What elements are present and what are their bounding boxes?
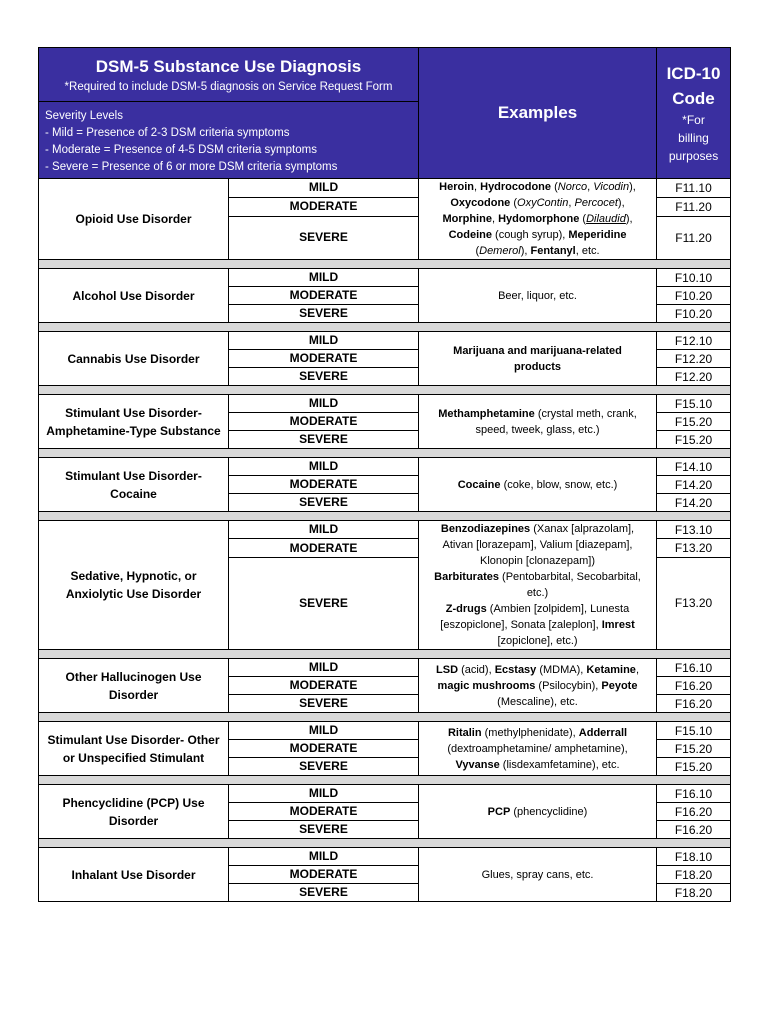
example-text: PCP xyxy=(487,805,511,818)
icd10-code: F13.20 xyxy=(657,539,731,557)
example-text: Codeine xyxy=(448,229,492,241)
example-text: (dextroamphetamine/ amphetamine), xyxy=(447,742,628,755)
example-text: ( xyxy=(551,181,558,193)
example-text: Heroin xyxy=(439,181,474,193)
disorder-name: Cannabis Use Disorder xyxy=(39,332,229,386)
example-text: Vyvanse xyxy=(455,758,500,771)
severity-level: SEVERE xyxy=(229,368,419,386)
code-header-line-2: Code xyxy=(672,89,715,108)
section-separator xyxy=(39,776,731,785)
example-text: ), xyxy=(520,245,531,257)
code-note-line-2: billing xyxy=(678,131,709,145)
example-text: Benzodiazepines xyxy=(440,523,531,535)
icd10-code: F11.10 xyxy=(657,179,731,198)
example-text: ), xyxy=(629,181,636,193)
example-text: , xyxy=(491,213,499,225)
icd10-code: F13.10 xyxy=(657,521,731,539)
disorder-row xyxy=(39,785,731,803)
example-text: , xyxy=(635,663,639,676)
examples-cell xyxy=(419,722,657,776)
disorder-row xyxy=(39,458,731,476)
severity-level: SEVERE xyxy=(229,758,419,776)
dsm5-diagnosis-document xyxy=(38,47,730,902)
icd10-code: F16.10 xyxy=(657,785,731,803)
example-text: Percocet xyxy=(574,197,618,209)
severity-level: MODERATE xyxy=(229,476,419,494)
severity-severe: - Severe = Presence of 6 or more DSM criteria symptoms xyxy=(45,161,338,173)
example-text: magic mushrooms xyxy=(437,679,536,692)
disorder-row xyxy=(39,848,731,866)
example-text: , xyxy=(568,197,575,209)
icd10-code: F15.10 xyxy=(657,395,731,413)
disorder-row xyxy=(39,659,731,677)
example-text: Norco xyxy=(557,181,588,193)
icd10-code: F15.10 xyxy=(657,722,731,740)
code-note-line-1: *For xyxy=(682,113,705,127)
example-text: (coke, blow, snow, etc.) xyxy=(500,478,618,491)
disorder-row xyxy=(39,395,731,413)
icd10-code: F16.20 xyxy=(657,677,731,695)
examples-cell xyxy=(419,395,657,449)
severity-level: MODERATE xyxy=(229,197,419,216)
document-title: DSM-5 Substance Use Diagnosis xyxy=(95,57,362,76)
example-text: speed, tweek, glass, etc.) xyxy=(475,423,600,436)
example-text: (Ambien [zolpidem], Lunesta xyxy=(486,603,630,615)
disorder-name: Stimulant Use Disorder- Amphetamine-Type Substance xyxy=(39,395,229,449)
examples-cell xyxy=(419,179,657,260)
example-text: (lisdexamfetamine), etc. xyxy=(499,758,620,771)
disorder-row xyxy=(39,269,731,287)
severity-level: SEVERE xyxy=(229,305,419,323)
icd10-code: F15.20 xyxy=(657,740,731,758)
disorder-name: Inhalant Use Disorder xyxy=(39,848,229,902)
icd10-code: F10.10 xyxy=(657,269,731,287)
severity-level: MILD xyxy=(229,848,419,866)
example-text: OxyContin xyxy=(517,197,569,209)
severity-level: MILD xyxy=(229,521,419,539)
severity-level: MILD xyxy=(229,659,419,677)
example-text: ), xyxy=(625,213,633,225)
example-text: Oxycodone xyxy=(450,197,511,209)
example-text: ( xyxy=(475,245,480,257)
example-text: products xyxy=(513,360,562,373)
icd10-code: F16.20 xyxy=(657,821,731,839)
icd10-code: F13.20 xyxy=(657,557,731,649)
example-text: (Psilocybin), xyxy=(535,679,602,692)
example-text: Klonopin [clonazepam]) xyxy=(480,555,595,567)
separator-cell xyxy=(39,650,731,659)
disorder-row xyxy=(39,521,731,539)
examples-cell xyxy=(419,521,657,650)
example-text: (acid), xyxy=(458,663,495,676)
severity-levels-cell xyxy=(39,102,419,179)
severity-level: SEVERE xyxy=(229,884,419,902)
section-separator xyxy=(39,839,731,848)
icd10-code: F12.10 xyxy=(657,332,731,350)
icd10-code: F18.20 xyxy=(657,884,731,902)
icd10-code: F18.10 xyxy=(657,848,731,866)
separator-cell xyxy=(39,386,731,395)
example-text: etc.) xyxy=(526,587,549,599)
separator-cell xyxy=(39,839,731,848)
disorder-name: Alcohol Use Disorder xyxy=(39,269,229,323)
icd10-code: F10.20 xyxy=(657,305,731,323)
example-text: Fentanyl xyxy=(530,245,576,257)
icd10-code: F10.20 xyxy=(657,287,731,305)
icd10-code: F16.20 xyxy=(657,803,731,821)
examples-cell xyxy=(419,659,657,713)
example-text: Peyote xyxy=(601,679,638,692)
example-text: Dilaudid xyxy=(586,213,626,225)
severity-level: SEVERE xyxy=(229,216,419,259)
header-title-cell xyxy=(39,48,419,102)
example-text: Glues, spray cans, etc. xyxy=(481,868,594,881)
example-text: , xyxy=(474,181,481,193)
disorder-name: Sedative, Hypnotic, or Anxiolytic Use Disorder xyxy=(39,521,229,650)
severity-level: MODERATE xyxy=(229,413,419,431)
severity-level: MILD xyxy=(229,332,419,350)
icd10-code: F12.20 xyxy=(657,368,731,386)
examples-cell xyxy=(419,332,657,386)
icd10-code: F12.20 xyxy=(657,350,731,368)
code-header-line-1: ICD-10 xyxy=(666,64,721,83)
icd10-code: F15.20 xyxy=(657,413,731,431)
icd10-code: F14.20 xyxy=(657,494,731,512)
example-text: Methamphetamine xyxy=(438,407,535,420)
severity-level: MODERATE xyxy=(229,287,419,305)
example-text: (MDMA), xyxy=(536,663,587,676)
example-text: Vicodin xyxy=(593,181,630,193)
icd10-code: F18.20 xyxy=(657,866,731,884)
example-text: Barbiturates xyxy=(434,571,499,583)
icd10-code: F11.20 xyxy=(657,197,731,216)
severity-level: SEVERE xyxy=(229,557,419,649)
section-separator xyxy=(39,260,731,269)
example-text: ( xyxy=(579,213,587,225)
severity-level: SEVERE xyxy=(229,494,419,512)
examples-header: Examples xyxy=(419,48,657,179)
severity-level: SEVERE xyxy=(229,431,419,449)
icd10-code: F15.20 xyxy=(657,758,731,776)
example-text: (Pentobarbital, Secobarbital, xyxy=(498,571,641,583)
example-text: Hydrocodone xyxy=(480,181,552,193)
disorder-row xyxy=(39,722,731,740)
example-text: Marijuana and marijuana-related xyxy=(453,344,622,357)
example-text: Ritalin xyxy=(447,726,482,739)
example-text: Cocaine xyxy=(457,478,501,491)
separator-cell xyxy=(39,323,731,332)
example-text: Hydomorphone xyxy=(498,213,580,225)
severity-level: MODERATE xyxy=(229,677,419,695)
example-text: Meperidine xyxy=(568,229,627,241)
section-separator xyxy=(39,713,731,722)
header-row-top xyxy=(39,48,731,102)
example-text: Beer, liquor, etc. xyxy=(498,289,577,302)
separator-cell xyxy=(39,512,731,521)
example-text: [zopiclone], etc.) xyxy=(497,635,578,647)
disorder-name: Other Hallucinogen Use Disorder xyxy=(39,659,229,713)
example-text: Morphine xyxy=(442,213,492,225)
severity-level: MODERATE xyxy=(229,350,419,368)
diagnosis-table xyxy=(38,47,731,902)
examples-cell xyxy=(419,269,657,323)
disorder-row xyxy=(39,332,731,350)
example-text: , xyxy=(587,181,594,193)
example-text: (Mescaline), etc. xyxy=(497,695,578,708)
example-text: Ecstasy xyxy=(494,663,537,676)
icd10-code: F16.10 xyxy=(657,659,731,677)
severity-level: MODERATE xyxy=(229,539,419,557)
example-text: Demerol xyxy=(479,245,521,257)
severity-heading: Severity Levels xyxy=(45,110,123,122)
icd10-code: F14.20 xyxy=(657,476,731,494)
section-separator xyxy=(39,650,731,659)
icd10-code: F11.20 xyxy=(657,216,731,259)
severity-level: MODERATE xyxy=(229,866,419,884)
code-note-line-3: purposes xyxy=(668,149,719,163)
example-text: LSD xyxy=(436,663,459,676)
examples-cell xyxy=(419,458,657,512)
disorder-row xyxy=(39,179,731,198)
example-text: (cough syrup), xyxy=(491,229,569,241)
severity-level: MILD xyxy=(229,269,419,287)
separator-cell xyxy=(39,449,731,458)
severity-level: MILD xyxy=(229,179,419,198)
icd10-code: F14.10 xyxy=(657,458,731,476)
icd10-code-header xyxy=(657,48,731,179)
severity-moderate: - Moderate = Presence of 4-5 DSM criteria symptoms xyxy=(45,144,317,156)
section-separator xyxy=(39,449,731,458)
example-text: [eszopiclone], Sonata [zaleplon], xyxy=(440,619,602,631)
severity-level: MODERATE xyxy=(229,740,419,758)
examples-cell xyxy=(419,785,657,839)
icd10-code: F16.20 xyxy=(657,695,731,713)
document-subtitle: *Required to include DSM-5 diagnosis on Service Request Form xyxy=(64,81,393,93)
disorder-name: Stimulant Use Disorder- Cocaine xyxy=(39,458,229,512)
example-text: Ativan [lorazepam], Valium [diazepam], xyxy=(442,539,633,551)
example-text: Ketamine xyxy=(586,663,636,676)
example-text: Imrest xyxy=(601,619,635,631)
section-separator xyxy=(39,386,731,395)
separator-cell xyxy=(39,776,731,785)
example-text: Z-drugs xyxy=(445,603,487,615)
severity-level: MILD xyxy=(229,395,419,413)
example-text: (crystal meth, crank, xyxy=(534,407,637,420)
example-text: ( xyxy=(510,197,518,209)
disorder-name: Opioid Use Disorder xyxy=(39,179,229,260)
section-separator xyxy=(39,512,731,521)
example-text: (Xanax [alprazolam], xyxy=(530,523,635,535)
example-text: Adderrall xyxy=(578,726,628,739)
separator-cell xyxy=(39,260,731,269)
examples-cell xyxy=(419,848,657,902)
severity-level: MILD xyxy=(229,722,419,740)
separator-cell xyxy=(39,713,731,722)
example-text: ), xyxy=(617,197,625,209)
disorder-name: Stimulant Use Disorder- Other or Unspecified Stimulant xyxy=(39,722,229,776)
severity-level: SEVERE xyxy=(229,695,419,713)
example-text: , etc. xyxy=(575,245,600,257)
severity-level: MILD xyxy=(229,785,419,803)
severity-level: MILD xyxy=(229,458,419,476)
disorder-name: Phencyclidine (PCP) Use Disorder xyxy=(39,785,229,839)
severity-mild: - Mild = Presence of 2-3 DSM criteria symptoms xyxy=(45,127,290,139)
example-text: (phencyclidine) xyxy=(510,805,588,818)
icd10-code: F15.20 xyxy=(657,431,731,449)
severity-level: MODERATE xyxy=(229,803,419,821)
example-text: (methylphenidate), xyxy=(481,726,579,739)
section-separator xyxy=(39,323,731,332)
severity-level: SEVERE xyxy=(229,821,419,839)
